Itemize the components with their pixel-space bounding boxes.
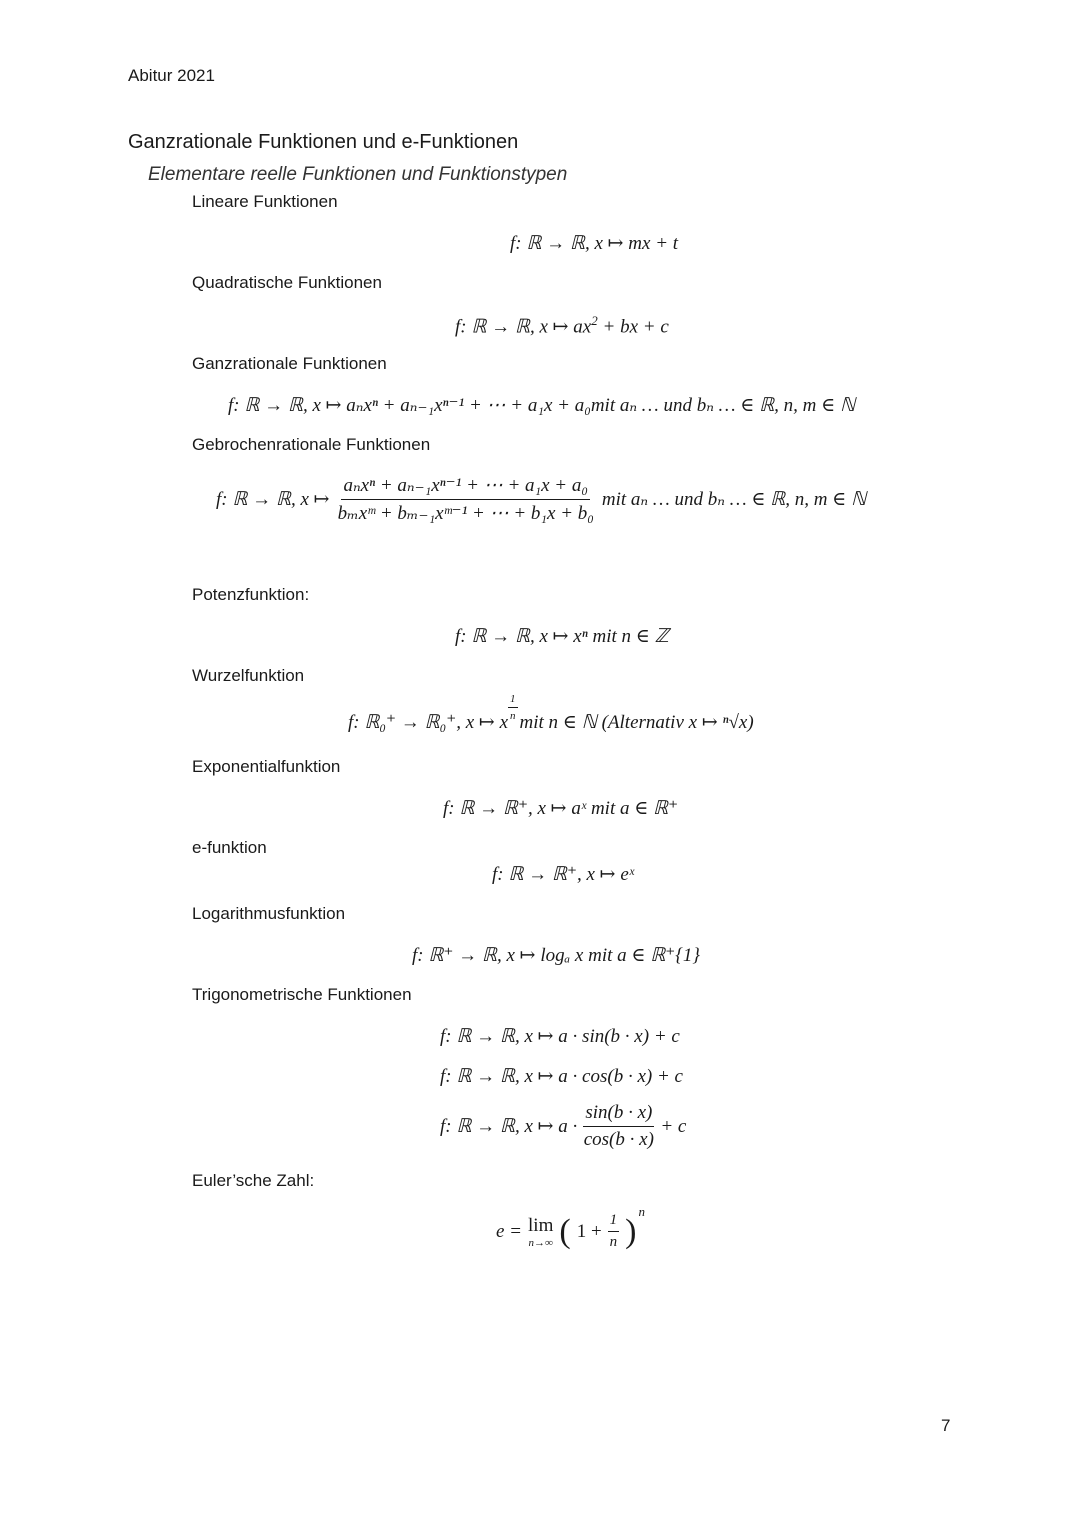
label-euler: Euler’sche Zahl:	[192, 1171, 315, 1190]
page-number: 7	[941, 1416, 951, 1435]
label-efunction: e-funktion	[192, 838, 267, 857]
formula-polynomial: f: ℝ → ℝ, x ↦ aₙxⁿ + aₙ₋₁xⁿ⁻¹ + ⋯ + a₁x + a₀mit aₙ … und bₙ … ∈ ℝ, n, m ∈ ℕ	[228, 395, 856, 416]
formula-power: f: ℝ → ℝ, x ↦ xⁿ mit n ∈ ℤ	[455, 626, 669, 647]
label-quadratic: Quadratische Funktionen	[192, 273, 382, 292]
formula-exponential: f: ℝ → ℝ⁺, x ↦ aˣ mit a ∈ ℝ⁺	[443, 798, 679, 819]
formula-rational: f: ℝ → ℝ, x ↦ $\frac{\text{aₙxⁿ + aₙ₋₁xⁿ⁻¹ + ⋯ + a₁x + a₀}}{\text{bₘxᵐ + bₘ₋₁xᵐ⁻¹ + ⋯ + b₁x + b₀}}$ mit aₙ … und bₙ … ∈ ℝ, n, m ∈ ℕ	[216, 475, 867, 524]
formula-cos: f: ℝ → ℝ, x ↦ a · cos(b · x) + c	[440, 1066, 683, 1087]
section-subtitle: Elementare reelle Funktionen und Funktionstypen	[148, 164, 568, 185]
rational-fraction: $\frac{\text{aₙxⁿ + aₙ₋₁xⁿ⁻¹ + ⋯ + a₁x + a₀}}{\text{bₘxᵐ + bₘ₋₁xᵐ⁻¹ + ⋯ + b₁x + b₀}}$	[337, 475, 594, 524]
label-linear: Lineare Funktionen	[192, 192, 338, 211]
label-power: Potenzfunktion:	[192, 585, 310, 604]
formula-root: f: ℝ₀⁺ → ℝ₀⁺, x ↦ x $\frac{1}{n}$ mit n ∈ ℕ (Alternativ x ↦ ⁿ√x)	[348, 693, 754, 733]
label-logarithm: Logarithmusfunktion	[192, 904, 346, 923]
formula-sin: f: ℝ → ℝ, x ↦ a · sin(b · x) + c	[440, 1026, 680, 1047]
label-root: Wurzelfunktion	[192, 666, 305, 685]
formula-tan: f: ℝ → ℝ, x ↦ a · $\frac{\sin(b \cdot x)}{\cos(b \cdot x)}$ + c	[440, 1102, 687, 1150]
formula-euler: e = lim n→∞ ( 1 + $\frac{1}{n}$ ) n	[496, 1203, 645, 1250]
formula-efunction: f: ℝ → ℝ⁺, x ↦ eˣ	[492, 864, 635, 885]
formula-quadratic: f: ℝ → ℝ, x ↦ $ax^2$ + bx + c	[455, 313, 669, 338]
label-polynomial: Ganzrationale Funktionen	[192, 354, 387, 373]
limit-operator: lim n→∞	[528, 1214, 554, 1249]
label-exponential: Exponentialfunktion	[192, 757, 341, 776]
label-rational: Gebrochenrationale Funktionen	[192, 435, 431, 454]
formula-logarithm: f: ℝ⁺ → ℝ, x ↦ logₐ x mit a ∈ ℝ⁺{1}	[412, 945, 700, 966]
formula-linear: f: ℝ → ℝ, x ↦ mx + t	[510, 233, 679, 254]
section-title: Ganzrationale Funktionen und e-Funktionen	[128, 131, 519, 153]
euler-fraction: $\frac{1}{n}$	[609, 1212, 618, 1250]
page-header: Abitur 2021	[128, 66, 215, 85]
tan-fraction: $\frac{\sin(b \cdot x)}{\cos(b \cdot x)}$	[583, 1102, 654, 1150]
label-trig: Trigonometrische Funktionen	[192, 985, 412, 1004]
root-exponent: $\frac{1}{n}$	[510, 693, 516, 722]
